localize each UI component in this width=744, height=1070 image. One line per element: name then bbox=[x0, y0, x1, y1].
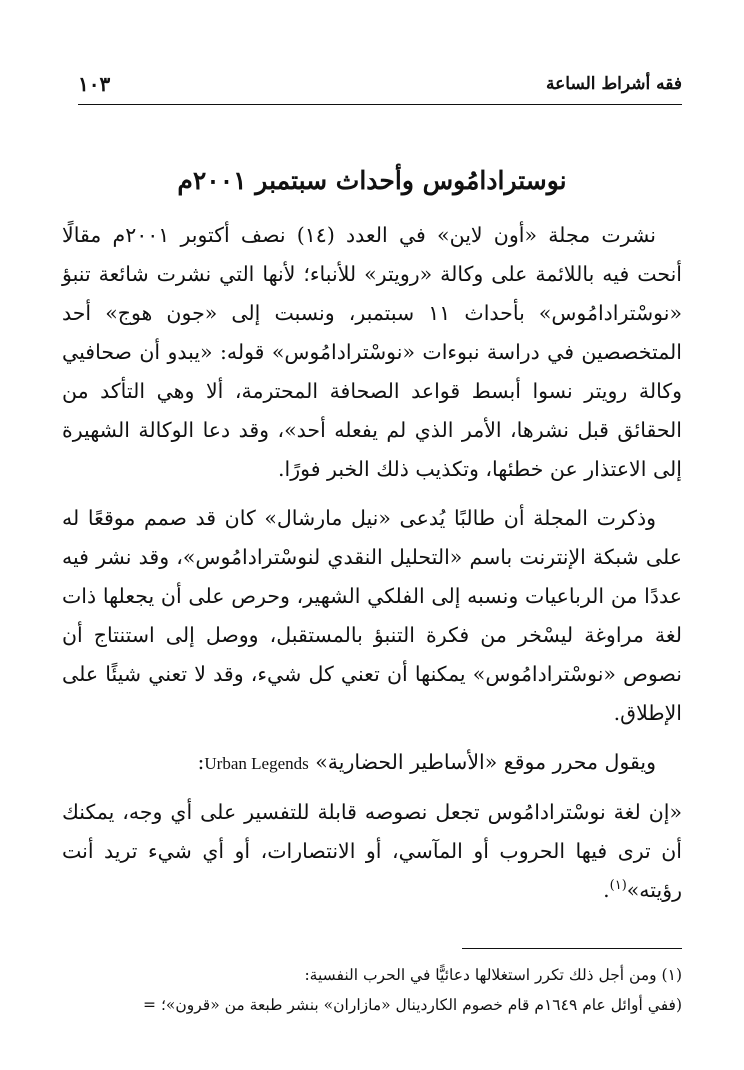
page-number: ١٠٣ bbox=[78, 72, 111, 96]
quote-intro-colon: : bbox=[197, 750, 205, 774]
footnote-line-2: (ففي أوائل عام ١٦٤٩م قام خصوم الكاردينال «مازاران» بنشر طبعة من «قرون»؛ = bbox=[143, 996, 682, 1014]
footnotes bbox=[62, 960, 682, 1020]
footnote-reference[interactable]: (١) bbox=[609, 878, 627, 894]
quotation bbox=[62, 793, 682, 910]
body-text bbox=[62, 216, 682, 910]
quote-intro-text: ويقول محرر موقع «الأساطير الحضارية» bbox=[315, 750, 656, 774]
running-header bbox=[78, 70, 682, 105]
quote-intro-latin: Urban Legends bbox=[204, 754, 309, 773]
section-heading: نوسترادامُوس وأحداث سبتمبر ٢٠٠١م bbox=[177, 166, 567, 195]
paragraph-1: نشرت مجلة «أون لاين» في العدد (١٤) نصف أكتوبر ٢٠٠١م مقالًا أنحت فيه باللائمة على وكالة «رويتر» للأنباء؛ لأنها التي نشرت شائعة تنبؤ «نوسْترادامُوس» بأحداث ١١ سبتمبر، ونسبت إلى «جون هوج» أحد المتخصصين في دراسة نبوءات «نوسْترادامُوس» قوله: «يبدو أن صحافيي وكالة رويتر نسوا أبسط قواعد الصحافة المحترمة، ألا وهي التأكد من الحقائق قبل نشرها، الأمر الذي لم يفعله أحد»، وقد دعا الوكالة الشهيرة إلى الاعتذار عن خطئها، وتكذيب ذلك الخبر فورًا. bbox=[62, 223, 682, 481]
quotation-end: . bbox=[603, 878, 610, 902]
book-title: فقه أشراط الساعة bbox=[546, 74, 682, 94]
footnote-separator bbox=[462, 948, 682, 949]
paragraph-2: وذكرت المجلة أن طالبًا يُدعى «نيل مارشال» كان قد صمم موقعًا له على شبكة الإنترنت باسم «التحليل النقدي لنوسْترادامُوس»، وقد نشر فيه عددًا من الرباعيات ونسبه إلى الفلكي الشهير، وحرص على أن يجعلها ذات لغة مراوغة ليسْخر من فكرة التنبؤ بالمستقبل، ووصل إلى استنتاج أن نصوص «نوسْترادامُوس» يمكنها أن تعني كل شيء، وقد لا تعني شيئًا على الإطلاق. bbox=[62, 506, 683, 725]
quotation-text: «إن لغة نوسْترادامُوس تجعل نصوصه قابلة للتفسير على أي وجه، يمكنك أن ترى فيها الحروب أو المآسي، أو الانتصارات، أو أي شيء تريد أنت رؤيته» bbox=[62, 800, 682, 902]
quote-intro bbox=[62, 743, 682, 783]
footnote-line-1: (١) ومن أجل ذلك تكرر استغلالها دعائيًّا في الحرب النفسية: bbox=[304, 966, 682, 984]
